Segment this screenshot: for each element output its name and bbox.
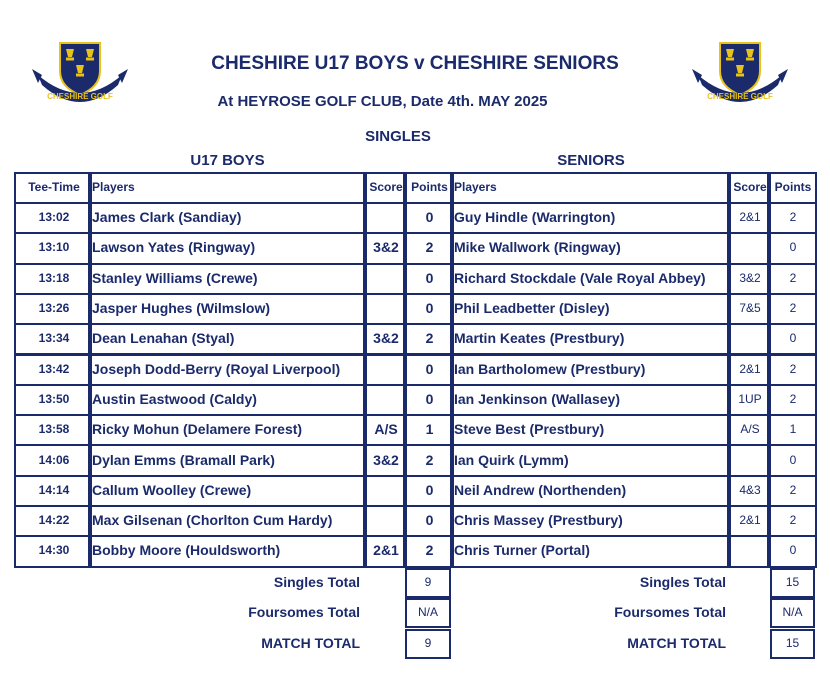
senior-points-cell: 2 [789,482,797,497]
u17-score-cell [367,384,405,414]
senior-player-cell: Chris Turner (Portal) [454,542,590,559]
total-label: Singles Total [639,573,726,590]
tee-time-cell: 13:58 [38,422,70,437]
u17-points-cell: 0 [425,481,434,498]
tee-time-cell: 13:10 [38,240,70,255]
senior-player-cell: Guy Hindle (Warrington) [454,209,616,226]
senior-player-cell: Chris Massey (Prestbury) [454,512,623,529]
senior-score-cell [731,444,769,474]
tee-time-cell: 13:18 [38,270,70,285]
total-value: 15 [785,574,800,589]
u17-score-cell: 3&2 [373,451,399,468]
column-header: Score [733,180,767,194]
u17-player-cell: Joseph Dodd-Berry (Royal Liverpool) [92,360,341,377]
total-label: MATCH TOTAL [627,634,726,651]
u17-points-cell: 2 [425,239,434,256]
senior-player-cell: Phil Leadbetter (Disley) [454,300,610,317]
senior-score-cell: 4&3 [739,482,761,497]
total-label: Singles Total [273,573,360,590]
senior-points-cell: 0 [789,543,797,558]
senior-player-cell: Mike Wallwork (Ringway) [454,239,621,256]
column-header: Score [369,180,403,194]
senior-points-cell: 0 [789,452,797,467]
venue-date: At HEYROSE GOLF CLUB, Date 4th. MAY 2025 [217,93,548,110]
u17-score-cell [367,293,405,323]
tee-time-cell: 13:34 [38,331,70,346]
team-heading-u17: U17 BOYS [190,152,265,169]
tee-time-cell: 13:02 [38,210,70,225]
senior-points-cell: 2 [789,361,797,376]
senior-points-cell: 2 [789,513,797,528]
u17-score-cell: 3&2 [373,330,399,347]
senior-score-cell: 7&5 [739,301,761,316]
total-label: MATCH TOTAL [261,634,360,651]
senior-player-cell: Martin Keates (Prestbury) [454,330,625,347]
u17-score-cell [367,202,405,232]
senior-points-cell: 2 [789,391,797,406]
tee-time-cell: 14:22 [38,513,70,528]
senior-player-cell: Ian Jenkinson (Wallasey) [454,390,620,407]
senior-player-cell: Steve Best (Prestbury) [454,421,605,438]
senior-score-cell: 3&2 [739,270,761,285]
senior-points-cell: 2 [789,270,797,285]
u17-points-cell: 2 [425,542,434,559]
u17-player-cell: James Clark (Sandiay) [92,209,242,226]
total-value: 9 [424,635,432,650]
tee-time-cell: 13:42 [38,361,70,376]
u17-player-cell: Lawson Yates (Ringway) [92,239,256,256]
senior-score-cell: 1UP [738,391,762,406]
u17-player-cell: Dean Lenahan (Styal) [92,330,235,347]
logo-text: CHESHIRE GOLF [47,92,113,101]
u17-points-cell: 0 [425,512,434,529]
tee-time-cell: 13:26 [38,301,70,316]
u17-points-cell: 0 [425,390,434,407]
senior-score-cell [731,323,769,353]
u17-player-cell: Ricky Mohun (Delamere Forest) [92,421,303,438]
senior-player-cell: Neil Andrew (Northenden) [454,481,627,498]
senior-points-cell: 2 [789,210,797,225]
u17-player-cell: Stanley Williams (Crewe) [92,269,258,286]
column-header: Players [454,180,497,194]
u17-score-cell: 2&1 [373,542,399,559]
team-heading-seniors: SENIORS [557,152,625,169]
u17-score-cell: 3&2 [373,239,399,256]
tee-time-cell: 14:14 [38,482,70,497]
senior-points-cell: 1 [789,422,797,437]
senior-score-cell [731,535,769,565]
u17-score-cell [367,263,405,293]
u17-score-cell [367,505,405,535]
u17-player-cell: Austin Eastwood (Caldy) [92,390,257,407]
total-value: 9 [424,574,432,589]
u17-player-cell: Bobby Moore (Houldsworth) [92,542,281,559]
column-header: Points [411,180,448,194]
senior-score-cell [731,232,769,262]
total-label: Foursomes Total [248,604,360,621]
u17-score-cell [367,475,405,505]
total-value: N/A [417,605,438,620]
senior-player-cell: Ian Quirk (Lymm) [454,451,569,468]
column-header: Points [774,180,812,194]
u17-points-cell: 0 [425,360,434,377]
total-value: 15 [785,635,800,650]
total-value: N/A [782,605,803,620]
tee-time-cell: 14:06 [38,452,70,467]
u17-player-cell: Callum Woolley (Crewe) [92,481,252,498]
senior-player-cell: Ian Bartholomew (Prestbury) [454,360,646,377]
senior-points-cell: 0 [789,240,797,255]
u17-points-cell: 0 [425,269,434,286]
column-header: Tee-Time [28,180,80,194]
u17-points-cell: 2 [425,330,434,347]
senior-points-cell: 2 [789,301,797,316]
u17-score-cell: A/S [374,421,398,438]
u17-player-cell: Dylan Emms (Bramall Park) [92,451,275,468]
senior-points-cell: 0 [789,331,797,346]
u17-player-cell: Max Gilsenan (Chorlton Cum Hardy) [92,512,333,529]
senior-score-cell: 2&1 [739,210,761,225]
section-heading: SINGLES [365,128,431,145]
senior-score-cell: 2&1 [739,361,761,376]
u17-player-cell: Jasper Hughes (Wilmslow) [92,300,271,317]
tee-time-cell: 14:30 [38,543,70,558]
senior-player-cell: Richard Stockdale (Vale Royal Abbey) [454,269,706,286]
total-label: Foursomes Total [614,604,726,621]
u17-points-cell: 2 [425,451,434,468]
tee-time-cell: 13:50 [38,391,70,406]
u17-points-cell: 1 [425,421,434,438]
u17-points-cell: 0 [425,300,434,317]
senior-score-cell: A/S [740,422,760,437]
senior-score-cell: 2&1 [739,513,761,528]
logo-text: CHESHIRE GOLF [707,92,773,101]
column-header: Players [92,180,135,194]
page-title: CHESHIRE U17 BOYS v CHESHIRE SENIORS [211,53,619,74]
u17-points-cell: 0 [425,209,434,226]
u17-score-cell [367,354,405,384]
